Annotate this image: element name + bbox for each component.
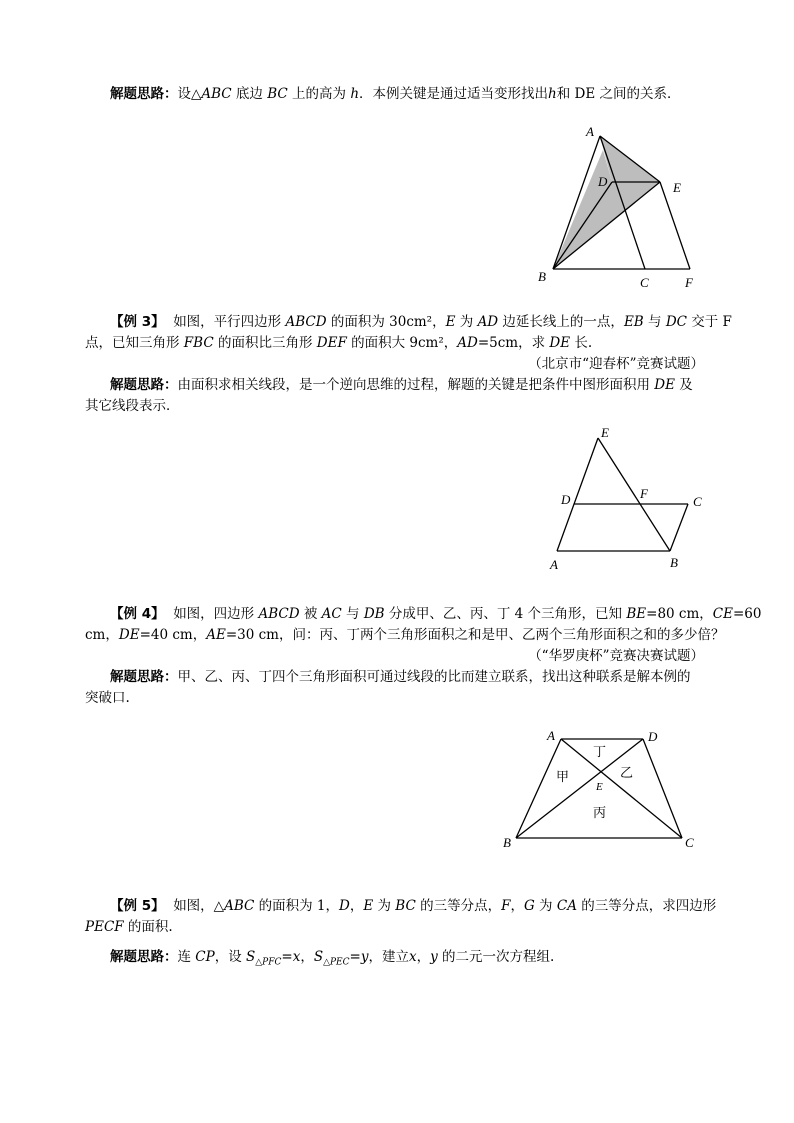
ex5-hint <box>110 948 554 972</box>
text: = <box>281 949 293 965</box>
math: G <box>523 898 535 914</box>
text: =40 cm， <box>139 627 207 643</box>
ex4-hint-line2: 突破口. <box>85 690 130 706</box>
hint-label: 解题思路 <box>110 377 164 393</box>
label-D: D <box>598 174 608 189</box>
math: DE <box>654 377 675 393</box>
label-D: D <box>648 729 658 744</box>
math: EB <box>623 314 644 330</box>
text: 与 <box>643 314 666 330</box>
label-C: C <box>640 275 649 290</box>
math: DC <box>665 314 687 330</box>
label-B: B <box>670 555 678 570</box>
math: DEF <box>316 335 347 351</box>
math: CA <box>556 898 577 914</box>
text: 如图，平行四边形 <box>173 314 286 330</box>
region-ding: 丁 <box>593 745 607 760</box>
text: 被 <box>299 606 322 622</box>
label-C: C <box>685 835 694 850</box>
text: =5cm，求 <box>477 335 550 351</box>
ex5-line2 <box>85 918 173 936</box>
label-B: B <box>538 269 546 284</box>
label-F: F <box>685 275 693 290</box>
label-B: B <box>503 835 511 850</box>
text: 的三等分点， <box>415 898 502 914</box>
math: CP <box>195 949 215 965</box>
hint-colon: ： <box>164 86 178 102</box>
ex5-line1 <box>110 897 716 915</box>
label-D: D <box>561 492 571 507</box>
text: 及 <box>674 377 693 393</box>
math: AE <box>206 627 226 643</box>
text: 点，已知三角形 <box>85 335 184 351</box>
text: 底边 <box>231 86 268 102</box>
example-tag: 【例 4】 <box>110 606 165 622</box>
text: ， <box>300 949 314 965</box>
math: x <box>408 949 417 965</box>
math: ABCD <box>258 606 300 622</box>
math-bc: BC <box>267 86 288 102</box>
math: AC <box>321 606 342 622</box>
text: ， <box>349 898 364 914</box>
text: 边延长线上的一点， <box>498 314 624 330</box>
edge-ab <box>516 739 561 838</box>
math-sub: △PFC <box>255 957 282 968</box>
example-tag: 【例 3】 <box>110 314 165 330</box>
hint-label: 解题思路 <box>110 949 164 965</box>
math: CE <box>712 606 733 622</box>
math: F <box>501 898 511 914</box>
label-E: E <box>673 180 681 195</box>
math: DB <box>363 606 385 622</box>
math-sub: △PEC <box>323 957 350 968</box>
math: PECF <box>85 919 124 935</box>
text: 的面积为 1， <box>254 898 339 914</box>
ex3-hint-line2: 其它线段表示． <box>85 398 180 414</box>
label-F: F <box>640 486 648 501</box>
text: 的三等分点，求四边形 <box>576 898 717 914</box>
text: = <box>349 949 361 965</box>
text: 与 <box>341 606 364 622</box>
hint-colon: ： <box>164 949 178 965</box>
math: DE <box>118 627 140 643</box>
label-E: E <box>601 425 609 440</box>
math: y <box>430 949 438 965</box>
text: 连 <box>177 949 196 965</box>
math: DE <box>549 335 571 351</box>
text: cm， <box>85 627 119 643</box>
text: =30 cm，问：丙、丁两个三角形面积之和是甲、乙两个三角形面积之和的多少倍？ <box>225 627 725 643</box>
label-C: C <box>693 494 702 509</box>
math-abc: ABC <box>201 86 232 102</box>
math: FBC <box>183 335 214 351</box>
text: 分成甲、乙、丙、丁 4 个三角形，已知 <box>384 606 627 622</box>
ex3-source: （北京市“迎春杯”竞赛试题） <box>528 356 704 372</box>
text: 的面积比三角形 <box>213 335 317 351</box>
text: 如图，△ <box>173 898 225 914</box>
hint-label: 解题思路 <box>110 669 164 685</box>
label-A: A <box>547 728 555 743</box>
text: 长. <box>570 335 593 351</box>
text: 为 <box>373 898 396 914</box>
math: E <box>363 898 374 914</box>
math: BE <box>626 606 647 622</box>
text: 由面积求相关线段，是一个逆向思维的过程，解题的关键是把条件中图形面积用 <box>177 377 655 393</box>
text: 和 DE 之间的关系． <box>556 86 681 102</box>
math: D <box>339 898 350 914</box>
math: AD <box>457 335 478 351</box>
hint-colon: ： <box>164 377 178 393</box>
text: 的面积大 9cm²， <box>346 335 458 351</box>
math: y <box>360 949 369 965</box>
math: AD <box>477 314 499 330</box>
text: ， <box>510 898 524 914</box>
ex4-source: （“华罗庚杯”竞赛决赛试题） <box>528 648 704 664</box>
math: ABCD <box>285 314 327 330</box>
text: ， <box>416 949 431 965</box>
text: =60 <box>732 606 762 622</box>
label-A: A <box>550 557 558 572</box>
region-jia: 甲 <box>556 770 570 785</box>
text: ．本例关键是通过适当变形找出 <box>359 86 549 102</box>
text: ，建立 <box>368 949 409 965</box>
text: 交于 F <box>686 314 732 330</box>
edge-dc <box>643 739 682 838</box>
region-yi: 乙 <box>620 766 634 781</box>
text: =80 cm， <box>646 606 713 622</box>
math-h: h <box>548 86 557 102</box>
math: BC <box>395 898 416 914</box>
text: 的面积. <box>123 919 173 935</box>
math-h: h <box>350 86 360 102</box>
text: 为 <box>534 898 557 914</box>
math: S <box>313 949 324 965</box>
text: 设△ <box>177 86 202 102</box>
math: E <box>445 314 456 330</box>
region-bing: 丙 <box>593 806 607 821</box>
text: 为 <box>455 314 478 330</box>
text: ，设 <box>214 949 247 965</box>
hint-label: 解题思路 <box>110 86 164 102</box>
label-E: E <box>596 781 603 793</box>
math: S <box>246 949 256 965</box>
text: 如图，四边形 <box>173 606 259 622</box>
example-tag: 【例 5】 <box>110 898 165 914</box>
math: x <box>292 949 301 965</box>
math: ABC <box>224 898 255 914</box>
text: 的二元一次方程组. <box>437 949 555 965</box>
text: 的面积为 30cm²， <box>326 314 446 330</box>
text: 上的高为 <box>287 86 351 102</box>
text: 甲、乙、丙、丁四个三角形面积可通过线段的比而建立联系，找出这种联系是解本例的 <box>177 669 691 685</box>
label-A: A <box>586 124 594 139</box>
hint-colon: ： <box>164 669 178 685</box>
